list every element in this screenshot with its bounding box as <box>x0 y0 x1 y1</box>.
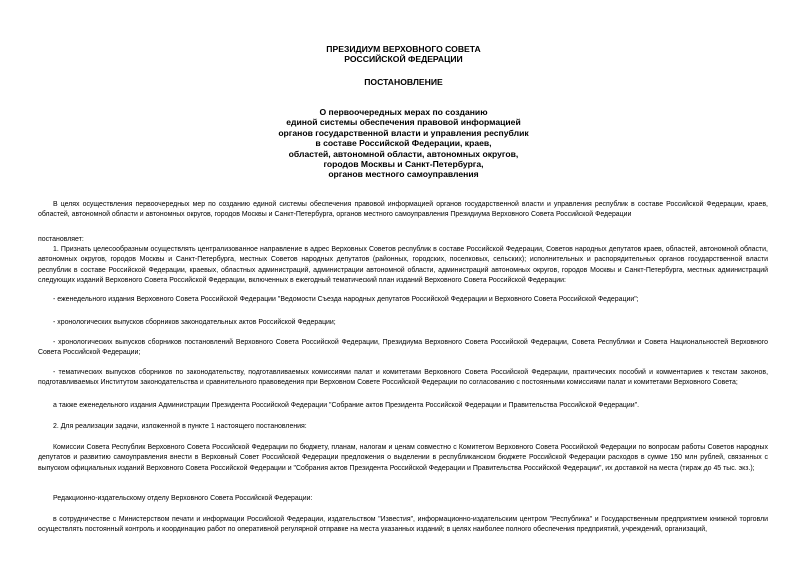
title-line: областей, автономной области, автономных округов, <box>288 148 519 159</box>
preamble-paragraph: В целях осуществления первоочередных мер по созданию единой системы обеспечения правовой информацией органов государственной власти и управления республик в составе Российской Федерации, краев, областей, автономной области и автономных округов, городов Москвы и Санкт-Петербурга, органов местного самоуправления Президиума Верховного Совета Российской Федерации <box>38 201 768 219</box>
clause-1-paragraph: 1. Признать целесообразным осуществлять централизованное направление в адрес Верховных Советов республик в составе Российской Федерации, Советов народных депутатов краев, областей, автономной области, автономных округов, городов Москвы и Санкт-Петербурга, местных Советов народных депутатов (районных, городских, поселковых, сельских); исполнительных и распорядительных органов государственной власти республик в составе Российской Федерации, краевых, областных администраций, администрации автономной области, администраций автономных округов, городов Москвы и Санкт-Петербурга, местных администраций следующих изданий Верховного Совета Российской Федерации, включенных в ежегодный тематический план изданий Верховного Совета Российской Федерации: <box>38 246 768 285</box>
authority-line: РОССИЙСКОЙ ФЕДЕРАЦИИ <box>344 54 463 65</box>
body-paragraph: а также еженедельного издания Администрации Президента Российской Федерации "Собрание актов Президента Российской Федерации и Правительства Российской Федерации". <box>53 402 640 409</box>
title-line: в составе Российской Федерации, краев, <box>315 138 492 149</box>
issuing-authority <box>0 44 807 65</box>
resolves-paragraph: постановляет: <box>38 236 84 243</box>
title-line: О первоочередных мерах по созданию <box>319 107 488 117</box>
document-type <box>0 77 807 87</box>
title-line: городов Москвы и Санкт-Петербурга, <box>323 159 484 170</box>
title-line: органов местного самоуправления <box>328 169 479 180</box>
document-title <box>0 107 807 180</box>
body-paragraph: в сотрудничестве с Министерством печати и информации Российской Федерации, издательством "Известия", информационно-издательским центром "Республика" и Государственным предприятием книжной торговли осуществлять постоянный контроль и координацию работ по оперативной регулярной отправке на места указанных изданий; в целях наиболее полного обеспечения предприятий, учреждений, организаций, <box>38 516 768 534</box>
list-item-paragraph: - хронологических выпусков сборников законодательных актов Российской Федерации; <box>53 319 336 326</box>
document-type-label: ПОСТАНОВЛЕНИЕ <box>364 77 443 87</box>
body-paragraph: Редакционно-издательскому отделу Верховного Совета Российской Федерации: <box>53 495 313 502</box>
clause-2-paragraph: 2. Для реализации задачи, изложенной в пункте 1 настоящего постановления: <box>53 423 307 430</box>
title-line: единой системы обеспечения правовой информацией <box>286 117 521 128</box>
list-item-paragraph: - тематических выпусков сборников по законодательству, подготавливаемых комиссиями палат и комитетами Верховного Совета Российской Федерации, практических пособий и комментариев к текстам законов, подготавливаемых Институтом законодательства и сравнительного правоведения при Верховном Совете Российской Федерации по согласованию с постоянными комиссиями палат и комитетами Верховного Совета; <box>38 369 768 387</box>
list-item-paragraph: - хронологических выпусков сборников постановлений Верховного Совета Российской Федерации, Президиума Верховного Совета Российской Федерации, Совета Республики и Совета Национальностей Верховного Совета Российской Федерации; <box>38 339 768 357</box>
authority-line: ПРЕЗИДИУМ ВЕРХОВНОГО СОВЕТА <box>326 44 481 54</box>
list-item-paragraph: - еженедельного издания Верховного Совета Российской Федерации "Ведомости Съезда народных депутатов Российской Федерации и Верховного Совета Российской Федерации"; <box>53 296 639 303</box>
body-paragraph: Комиссии Совета Республик Верховного Совета Российской Федерации по бюджету, планам, налогам и ценам совместно с Комитетом Верховного Совета Российской Федерации по вопросам работы Советов народных депутатов и развитию самоуправления внести в Верховный Совет Российской Федерации предложения о выделении в республиканском бюджете Российской Федерации расходов в сумме 150 млн рублей, связанных с выпуском официальных изданий Верховного Совета Российской Федерации и "Собрания актов Президента Российской Федерации и Правительства Российской Федерации", их доставкой на места (тираж до 45 тыс. экз.); <box>38 444 768 472</box>
title-line: органов государственной власти и управления республик <box>278 127 529 138</box>
